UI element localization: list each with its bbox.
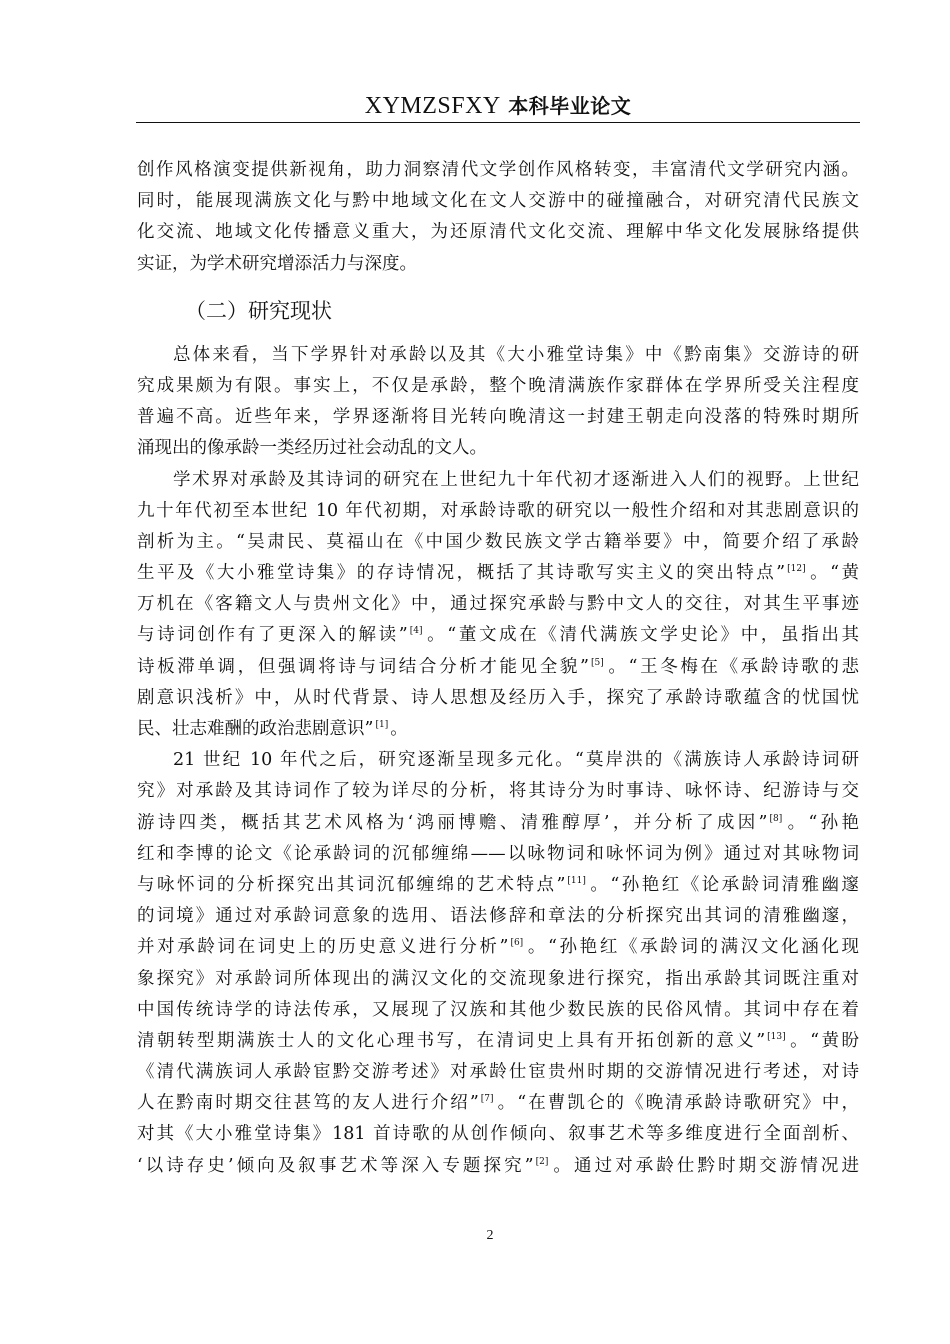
citation-ref: [1] xyxy=(375,720,389,730)
citation-ref: [6] xyxy=(510,938,524,949)
text-line xyxy=(137,870,859,901)
line-text: 与诗词创作有了更深入的解读” xyxy=(137,625,408,646)
header-chinese: 本科毕业论文 xyxy=(508,94,632,118)
header-latin: XYMZSFXY xyxy=(364,93,501,119)
text-line: 化交流、地域文化传播意义重大，为还原清代文化交流、理解中华文化发展脉络提供 xyxy=(137,222,859,243)
line-text: 《清代满族词人承龄宦黔交游考述》对承龄仕宦贵州时期的交游情况进行考述，对诗 xyxy=(137,1062,859,1083)
line-text: 。“孙艳红《论承龄词清雅幽邃 xyxy=(587,874,859,895)
line-text: 九十年代初至本世纪 10 年代初期，对承龄诗歌的研究以一般性介绍和对其悲剧意识的 xyxy=(137,500,859,521)
line-text: 红和李博的论文《论承龄词的沉郁缠绵——以咏物词和咏怀词为例》通过对其咏物词 xyxy=(137,843,859,864)
line-text: 。“孙艳 xyxy=(784,812,859,833)
text-line: 普遍不高。近些年来，学界逐渐将目光转向晚清这一封建王朝走向没落的特殊时期所 xyxy=(137,407,859,428)
line-text: 并对承龄词在词史上的历史意义进行分析” xyxy=(137,937,509,958)
line-text: 民、壮志难酬的政治悲剧意识” xyxy=(137,719,374,739)
line-text: 与咏怀词的分析探究出其词沉郁缠绵的艺术特点” xyxy=(137,874,566,895)
line-text: 中国传统诗学的诗法传承，又展现了汉族和其他少数民族的民俗风情。其词中存在着 xyxy=(137,999,859,1020)
text-line xyxy=(137,995,859,1026)
text-line xyxy=(137,496,859,527)
citation-ref: [13] xyxy=(767,1031,786,1042)
text-line xyxy=(137,465,859,496)
citation-ref: [4] xyxy=(409,626,423,637)
line-text: 万机在《客籍文人与贵州文化》中，通过探究承龄与黔中文人的交往，对其生平事迹 xyxy=(137,594,859,615)
line-text: ‘以诗存史’倾向及叙事艺术等深入专题探究” xyxy=(137,1155,534,1176)
citation-ref: [12] xyxy=(787,564,806,575)
running-header xyxy=(136,92,860,121)
line-text: 21 世纪 10 年代之后，研究逐渐呈现多元化。“莫岸洪的《满族诗人承龄诗词研 xyxy=(173,750,859,771)
line-text: 。“黄 xyxy=(807,563,859,584)
text-line xyxy=(137,1088,859,1119)
citation-ref: [5] xyxy=(591,657,604,668)
citation-ref: [2] xyxy=(535,1156,549,1167)
text-line xyxy=(137,1119,859,1150)
line-text: 人在黔南时期交往甚笃的友人进行介绍” xyxy=(137,1093,479,1114)
text-line xyxy=(137,745,859,776)
paragraph-intro xyxy=(137,155,859,280)
citation-ref: [11] xyxy=(567,875,586,886)
line-text: 。通过对承龄仕黔时期交游情况进 xyxy=(550,1155,860,1176)
line-text: 清朝转型期满族士人的文化心理书写，在清词史上具有开拓创新的意义” xyxy=(137,1030,766,1051)
text-line: 同时，能展现满族文化与黔中地域文化在文人交游中的碰撞融合，对研究清代民族文 xyxy=(137,191,859,212)
text-line: 总体来看，当下学界针对承龄以及其《大小雅堂诗集》中《黔南集》交游诗的研 xyxy=(173,344,859,365)
text-line xyxy=(137,1151,859,1182)
text-line xyxy=(137,558,859,589)
text-line xyxy=(137,652,859,683)
text-line xyxy=(137,776,859,807)
line-text: 象探究》对承龄词所体现出的满汉文化的交流现象进行探究，指出承龄其词既注重对 xyxy=(137,968,859,989)
line-text: 的词境》通过对承龄词意象的选用、语法修辞和章法的分析探究出其词的清雅幽邃， xyxy=(137,906,859,927)
text-line xyxy=(137,683,859,714)
text-line xyxy=(137,714,859,745)
text-line xyxy=(137,839,859,870)
paragraph-1 xyxy=(137,340,859,465)
text-line: 究成果颇为有限。事实上，不仅是承龄，整个晚清满族作家群体在学界所受关注程度 xyxy=(137,375,859,396)
text-line xyxy=(137,964,859,995)
text-line: 创作风格演变提供新视角，助力洞察清代文学创作风格转变，丰富清代文学研究内涵。 xyxy=(137,160,859,180)
citation-ref: [8] xyxy=(769,813,783,824)
line-text: 对其《大小雅堂诗集》181 首诗歌的从创作倾向、叙事艺术等多维度进行全面剖析、 xyxy=(137,1124,859,1145)
text-line: 实证，为学术研究增添活力与深度。 xyxy=(137,253,417,274)
line-text: 。“董文成在《清代满族文学史论》中，虽指出其 xyxy=(424,625,859,646)
line-text: 。“孙艳红《承龄词的满汉文化涵化现 xyxy=(525,937,859,958)
line-text: 诗板滞单调，但强调将诗与词结合分析才能见全貌” xyxy=(137,656,589,677)
paragraph-2 xyxy=(137,465,859,746)
line-text: 。 xyxy=(390,719,408,739)
page-body xyxy=(137,155,859,1182)
text-line: 涌现出的像承龄一类经历过社会动乱的文人。 xyxy=(137,438,487,459)
paragraph-3 xyxy=(137,745,859,1182)
text-line xyxy=(137,932,859,963)
line-text: 生平及《大小雅堂诗集》的存诗情况，概括了其诗歌写实主义的突出特点” xyxy=(137,563,786,584)
line-text: 剖析为主。“吴肃民、莫福山在《中国少数民族文学古籍举要》中，简要介绍了承龄 xyxy=(137,531,859,552)
text-line xyxy=(137,1057,859,1088)
section-heading: （二）研究现状 xyxy=(185,298,332,323)
line-text: 究》对承龄及其诗词作了较为详尽的分析，将其诗分为时事诗、咏怀诗、纪游诗与交 xyxy=(137,781,859,802)
line-text: 。“王冬梅在《承龄诗歌的悲 xyxy=(605,656,859,677)
header-rule xyxy=(136,122,860,123)
line-text: 游诗四类，概括其艺术风格为‘鸿丽博赡、清雅醇厚’，并分析了成因” xyxy=(137,812,768,833)
line-text: 。“在曹凯仑的《晚清承龄诗歌研究》中， xyxy=(495,1093,859,1114)
text-line xyxy=(137,1026,859,1057)
text-line xyxy=(137,901,859,932)
citation-ref: [7] xyxy=(480,1094,494,1105)
line-text: 。“黄盼 xyxy=(787,1030,859,1051)
line-text: 剧意识浅析》中，从时代背景、诗人思想及经历入手，探究了承龄诗歌蕴含的忧国忧 xyxy=(137,687,859,708)
text-line xyxy=(137,589,859,620)
text-line xyxy=(137,620,859,651)
text-line xyxy=(137,527,859,558)
page-number: 2 xyxy=(486,1228,494,1243)
text-line xyxy=(137,808,859,839)
line-text: 学术界对承龄及其诗词的研究在上世纪九十年代初才逐渐进入人们的视野。上世纪 xyxy=(173,469,859,490)
